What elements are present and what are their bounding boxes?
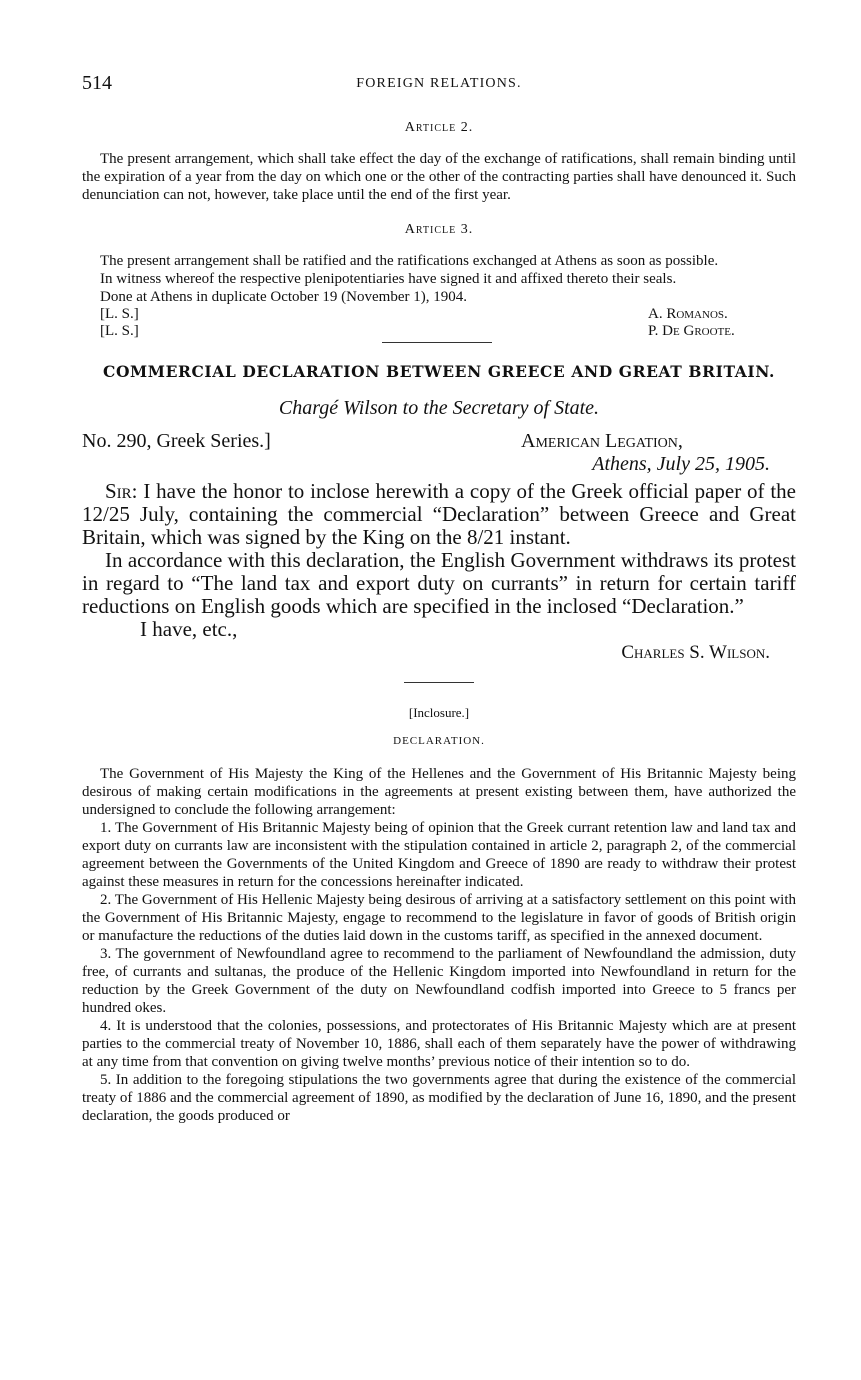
declaration-item: 4. It is understood that the colonies, possessions, and protectorates of His Britannic Majesty which are at present parties to the commercial treaty of November 10, 1886, shall each of them separately have the power of withdrawing at any time from that convention on giving twelve months’ previous notice of their intention so to do. (82, 1018, 796, 1070)
salutation: Sir: (105, 479, 138, 503)
document-page (82, 72, 796, 1125)
article-3-body (82, 252, 796, 306)
closing: I have, etc., (140, 617, 238, 641)
letter-p1 (82, 480, 796, 549)
article-3-p2: In witness whereof the respective plenipotentiaries have signed it and affixed thereto their seals. (100, 271, 677, 287)
place-date: Athens, July 25, 1905. (592, 453, 770, 475)
declaration-body (82, 765, 796, 1125)
running-title: FOREIGN RELATIONS. (356, 76, 522, 91)
signer-1: A. Romanos. (648, 306, 728, 322)
signer-2: P. De Groote. (648, 323, 735, 339)
article-2-body (82, 150, 796, 204)
legation: American Legation, (521, 430, 683, 452)
seal-2: [L. S.] (100, 323, 139, 339)
letter-p1-text: I have the honor to inclose herewith a copy of the Greek official paper of the 12/25 July, containing the commercial “Declaration” between Greece and Great Britain, which was signed by the King on the 8/21 instant. (82, 479, 797, 549)
declaration-item: 3. The government of Newfoundland agree to recommend to the parliament of Newfoundland the admission, duty free, of currants and sultanas, the produce of the Hellenic Kingdom imported into Newfoundland in return for the reduction by the Greek Government of the duty on Newfoundland codfish imported into Greece to 5 francs per hundred okes. (82, 946, 796, 1016)
seal-row-2 (82, 323, 796, 340)
article-2-text: The present arrangement, which shall take effect the day of the exchange of ratifications, shall remain binding until the expiration of a year from the day on which one or the other of the contracting parties shall have denounced it. Such denunciation can not, however, take place until the end of the first year. (82, 151, 796, 203)
declaration-item: 2. The Government of His Hellenic Majesty being desirous of arriving at a satisfactory settlement on this point with the Government of His Britannic Majesty, engage to recommend to the legislature in favor of goods of British origin or manufacture the reductions of the duties laid down in the customs tariff, as specified in the annexed document. (82, 892, 796, 944)
seal-row-1 (82, 306, 796, 323)
declaration-intro: The Government of His Majesty the King of the Hellenes and the Government of His Britannic Majesty being desirous of making certain modifications in the agreements at present existing between them, have authorized the undersigned to conclude the following arrangement: (82, 766, 796, 818)
page-number: 514 (82, 72, 112, 94)
seal-1: [L. S.] (100, 306, 139, 322)
article-2-heading: Article 2. (404, 120, 474, 135)
article-3-p3: Done at Athens in duplicate October 19 (November 1), 1904. (100, 289, 467, 305)
declaration-item: 1. The Government of His Britannic Majesty being of opinion that the Greek currant retention law and land tax and export duty on currants law are inconsistent with the stipulation contained in article 2, paragraph 2, of the commercial agreement between the Governments of the United Kingdom and Greece of 1890 are ready to withdraw their protest against these measures in return for the concessions hereinafter indicated. (82, 820, 796, 890)
letter-caption: Chargé Wilson to the Secretary of State. (278, 397, 600, 419)
declaration-title: COMMERCIAL DECLARATION BETWEEN GREECE AND GREAT BRITAIN. (103, 362, 775, 381)
declaration-item: 5. In addition to the foregoing stipulations the two governments agree that during the existence of the commercial treaty of 1886 and the commercial agreement of 1890, as modified by the declaration of June 16, 1890, and the present declaration, the goods produced or (82, 1072, 796, 1124)
letter (82, 430, 796, 664)
letter-heading-row (82, 430, 796, 453)
page-header (82, 72, 796, 96)
dispatch-number: No. 290, Greek Series.] (82, 430, 271, 452)
article-3-heading: Article 3. (404, 222, 474, 237)
inclosure-label: [Inclosure.] (408, 705, 470, 720)
article-3-p1: The present arrangement shall be ratified and the ratifications exchanged at Athens as soon as possible. (100, 253, 719, 269)
letter-p2: In accordance with this declaration, the English Government withdraws its protest in regard to “The land tax and export duty on currants” in return for certain tariff reductions on English goods which are specified in the inclosed “Declaration.” (82, 548, 796, 618)
declaration-heading: DECLARATION. (393, 735, 485, 747)
signature: Charles S. Wilson. (621, 642, 770, 663)
